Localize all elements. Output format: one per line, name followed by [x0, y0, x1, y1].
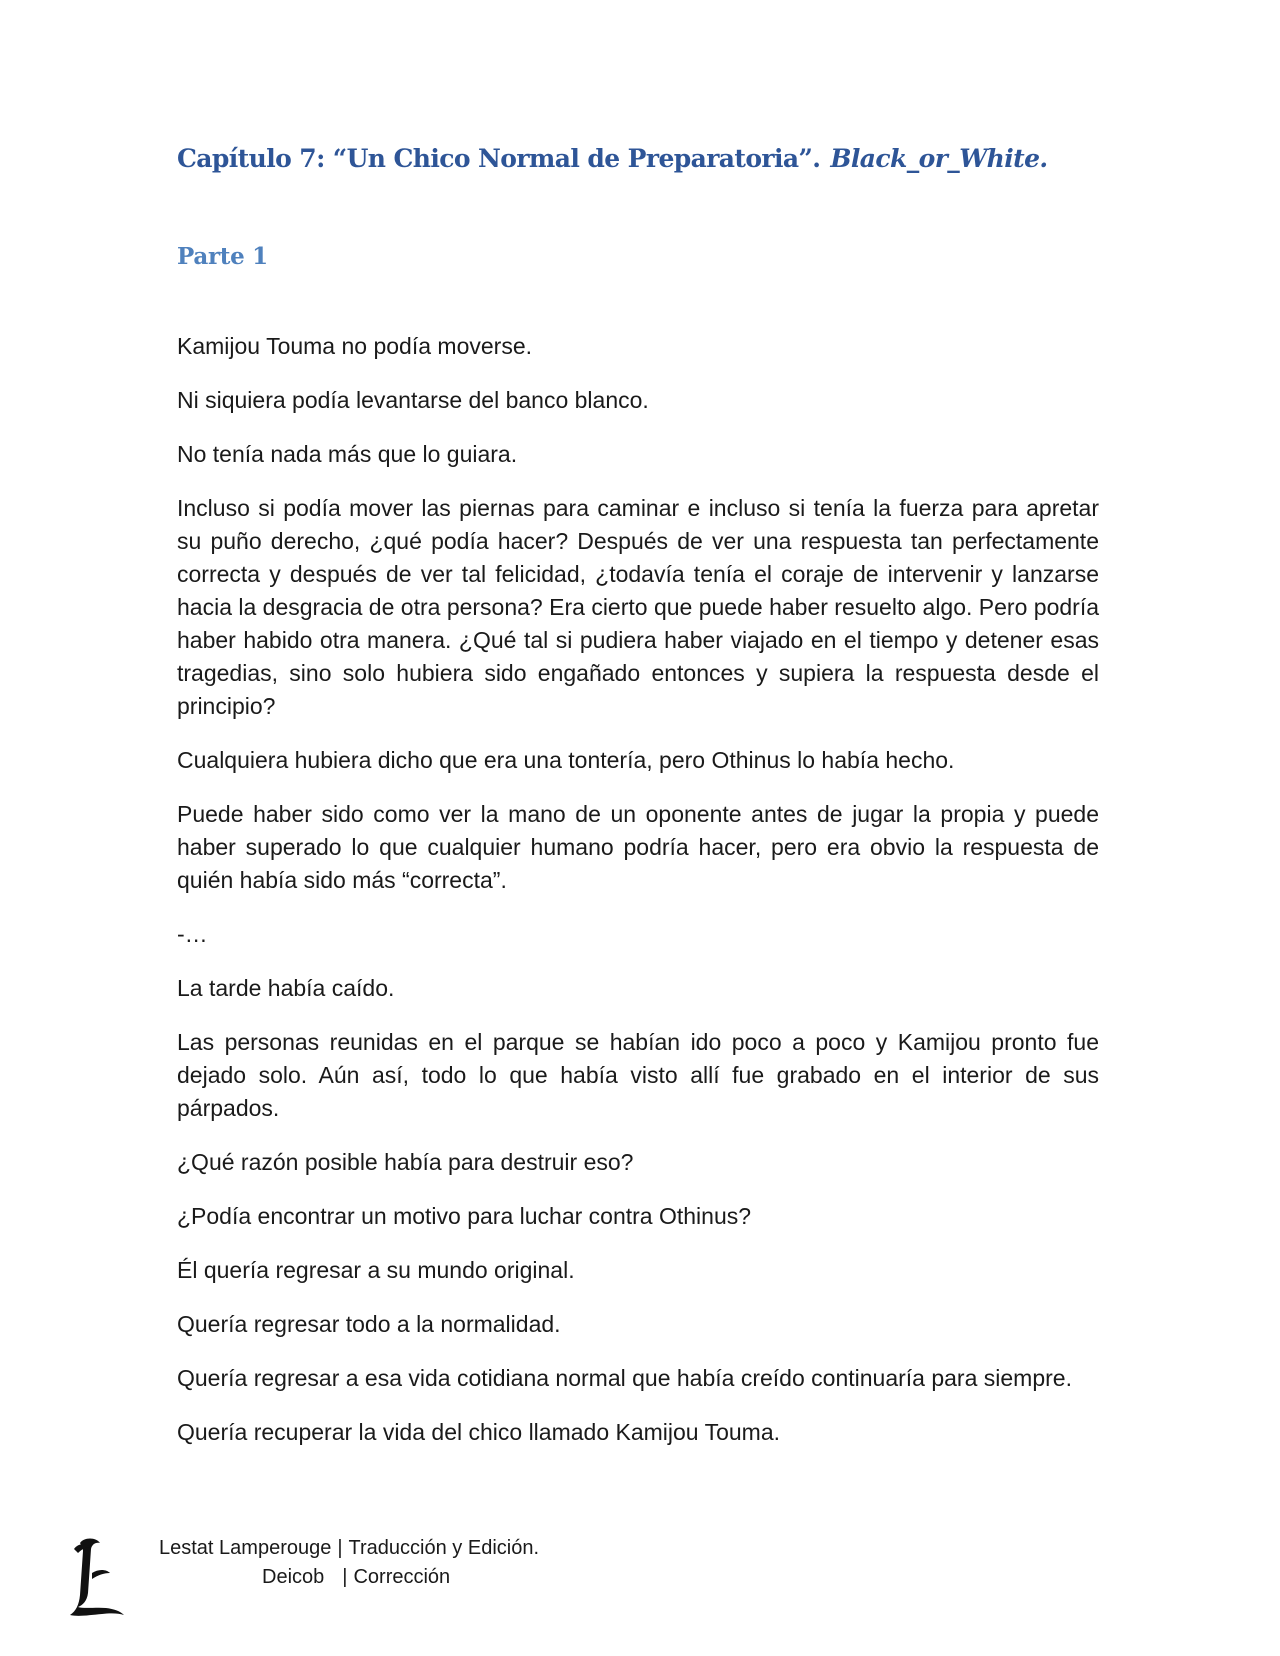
credit-separator: |: [337, 1537, 343, 1559]
page-footer: [66, 1535, 666, 1625]
chapter-title: [177, 144, 1048, 173]
paragraph: La tarde había caído.: [177, 975, 395, 1001]
credit-separator: |: [342, 1566, 348, 1588]
body-text: [177, 330, 1099, 1470]
paragraph: ¿Qué razón posible había para destruir eso?: [177, 1149, 634, 1175]
gothic-letter-L-logo-icon: [66, 1535, 130, 1619]
paragraph: Las personas reunidas en el parque se habían ido poco a poco y Kamijou pronto fue dejado solo. Aún así, todo lo que había visto allí fue grabado en el interior de sus párpados.: [177, 1029, 1099, 1121]
paragraph: Quería regresar a esa vida cotidiana normal que había creído continuaría para siempre.: [177, 1365, 1072, 1391]
paragraph: Incluso si podía mover las piernas para caminar e incluso si tenía la fuerza para apretar su puño derecho, ¿qué podía hacer? Después de ver una respuesta tan perfectamente correcta y después de ver tal felicidad, ¿todavía tenía el coraje de intervenir y lanzarse hacia la desgracia de otra persona? Era cierto que puede haber resuelto algo. Pero podría haber habido otra manera. ¿Qué tal si pudiera haber viajado en el tiempo y detener esas tragedias, sino solo hubiera sido engañado entonces y supiera la respuesta desde el principio?: [177, 495, 1099, 719]
paragraph: Quería regresar todo a la normalidad.: [177, 1311, 561, 1337]
footer-credit-translation: [159, 1537, 539, 1560]
paragraph: Él quería regresar a su mundo original.: [177, 1257, 575, 1283]
paragraph: -…: [177, 921, 208, 947]
chapter-title-text: Capítulo 7: “Un Chico Normal de Preparatoria”.: [177, 144, 821, 173]
part-title: Parte 1: [177, 243, 268, 270]
credit-role: Corrección: [353, 1566, 451, 1588]
credit-role: Traducción y Edición.: [348, 1537, 540, 1559]
credit-name: Lestat Lamperouge: [159, 1537, 332, 1559]
paragraph: Cualquiera hubiera dicho que era una tontería, pero Othinus lo había hecho.: [177, 747, 955, 773]
paragraph: Quería recuperar la vida del chico llamado Kamijou Touma.: [177, 1419, 780, 1445]
paragraph: Puede haber sido como ver la mano de un oponente antes de jugar la propia y puede haber superado lo que cualquier humano podría hacer, pero era obvio la respuesta de quién había sido más “correcta”.: [177, 801, 1099, 893]
paragraph: No tenía nada más que lo guiara.: [177, 441, 518, 467]
credit-name: Deicob: [262, 1566, 325, 1588]
paragraph: Kamijou Touma no podía moverse.: [177, 333, 532, 359]
paragraph: Ni siquiera podía levantarse del banco blanco.: [177, 387, 649, 413]
chapter-subtitle: Black_or_White.: [830, 144, 1048, 173]
paragraph: ¿Podía encontrar un motivo para luchar contra Othinus?: [177, 1203, 752, 1229]
footer-credit-correction: [262, 1566, 450, 1589]
